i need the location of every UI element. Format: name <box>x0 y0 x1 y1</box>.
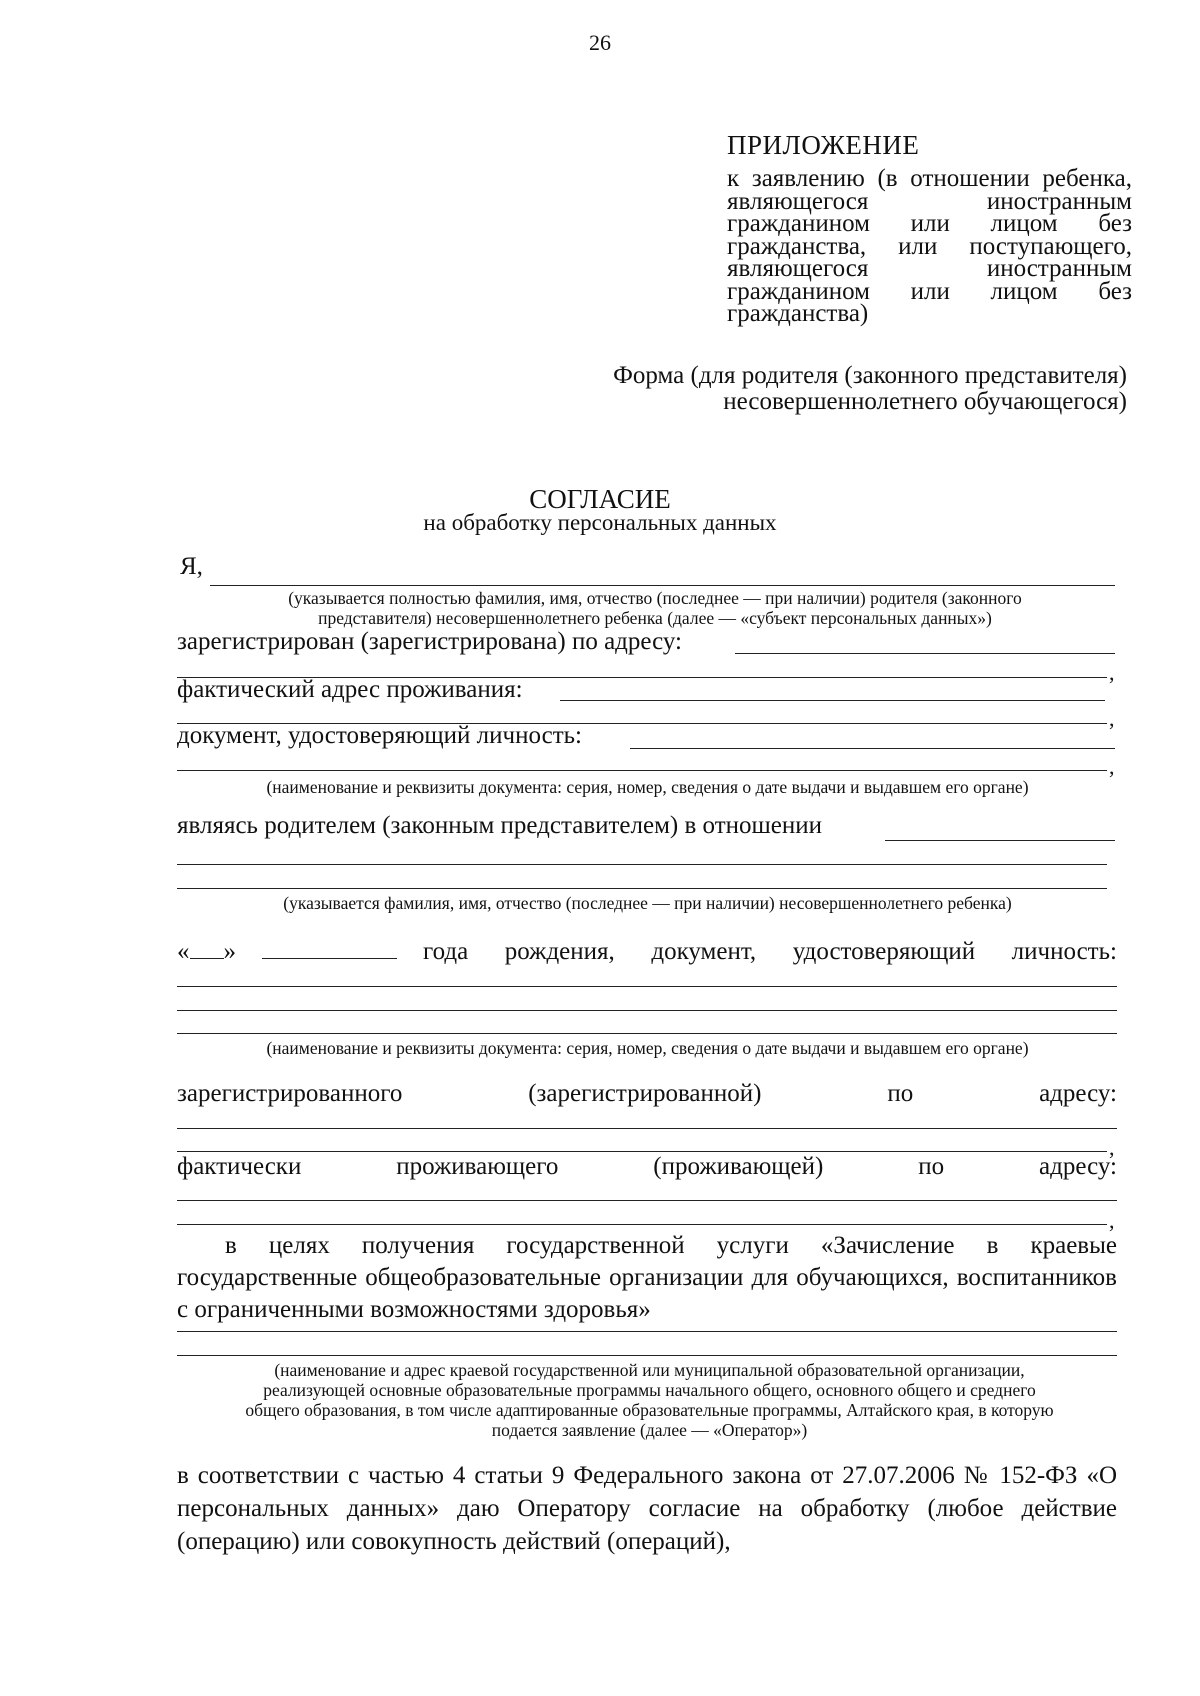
child-name-field[interactable] <box>885 840 1115 841</box>
child-name-field-2[interactable] <box>177 864 1107 865</box>
operator-hint: (наименование и адрес краевой государственной или муниципальной образовательной организации, реализующей основные образовательные программы начального общего, основного общего и среднего общего образования, в том числе адаптированные образовательные программы, Алтайского края, в которую подается заявление (далее — «Оператор») <box>245 1360 1054 1440</box>
child-actual-field[interactable] <box>177 1200 1117 1201</box>
child-document-field[interactable] <box>177 986 1117 987</box>
consent-text: в соответствии с частью 4 статьи 9 Федерального закона от 27.07.2006 № 152-ФЗ «О персональных данных» даю Оператору согласие на обработку (любое действие (операцию) или совокупность действий (операций), <box>177 1462 1117 1555</box>
child-registered-field[interactable] <box>177 1128 1117 1129</box>
child-name-hint: (указывается фамилия, имя, отчество (последнее — при наличии) несовершеннолетнего ребенка) <box>283 893 1012 913</box>
operator-field-2[interactable] <box>177 1355 1117 1356</box>
parent-name-field[interactable] <box>210 585 1115 586</box>
id-document-label: документ, удостоверяющий личность: <box>177 722 582 749</box>
form-note-line2: несовершеннолетнего обучающегося) <box>723 388 1127 415</box>
appendix-body: к заявлению (в отношении ребенка, являющегося иностранным гражданином или лицом без гражданства, или поступающего, являющегося иностранным гражданином или лицом без гражданства) <box>727 165 1132 327</box>
id-document-field[interactable] <box>630 748 1115 749</box>
ya-label: Я, <box>180 553 203 580</box>
parent-name-hint: (указывается полностью фамилия, имя, отчество (последнее — при наличии) родителя (законного представителя) несовершеннолетнего ребенка (далее — «субъект персональных данных») <box>288 588 1022 628</box>
registered-address-label: зарегистрирован (зарегистрирована) по адресу: <box>177 628 683 655</box>
birth-words: года рождения, документ, удостоверяющий личность: <box>423 938 1117 965</box>
birth-day-field[interactable] <box>190 936 224 959</box>
birth-month-field[interactable] <box>262 936 397 959</box>
actual-address-field[interactable] <box>560 700 1105 701</box>
close-quote: » <box>223 938 236 965</box>
document-title: СОГЛАСИЕ <box>529 484 671 514</box>
document-subtitle: на обработку персональных данных <box>423 510 777 535</box>
child-name-field-3[interactable] <box>177 888 1107 889</box>
child-registered-field-2[interactable] <box>177 1151 1107 1152</box>
comma: , <box>1109 1135 1115 1160</box>
id-document-hint: (наименование и реквизиты документа: серия, номер, сведения о дате выдачи и выдавшем его органе) <box>266 777 1029 797</box>
registered-address-field[interactable] <box>735 653 1115 654</box>
operator-field[interactable] <box>177 1331 1117 1332</box>
comma: , <box>1109 706 1115 731</box>
child-document-field-2[interactable] <box>177 1010 1117 1011</box>
form-note-line1: Форма (для родителя (законного представителя) <box>613 362 1127 389</box>
actual-address-label: фактический адрес проживания: <box>177 676 523 703</box>
open-quote: « <box>177 938 190 965</box>
comma: , <box>1109 754 1115 779</box>
child-document-field-3[interactable] <box>177 1033 1117 1034</box>
id-document-field-2[interactable] <box>177 770 1107 771</box>
child-actual-label: фактически проживающего (проживающей) по адресу: <box>177 1153 1117 1180</box>
child-registered-label: зарегистрированного (зарегистрированной) по адресу: <box>177 1080 1117 1107</box>
appendix-title: ПРИЛОЖЕНИЕ <box>727 130 920 160</box>
form-note <box>520 363 1127 415</box>
child-document-hint: (наименование и реквизиты документа: серия, номер, сведения о дате выдачи и выдавшем его органе) <box>266 1038 1029 1058</box>
child-actual-field-2[interactable] <box>177 1224 1107 1225</box>
page-number: 26 <box>589 30 611 55</box>
purpose-text: в целях получения государственной услуги «Зачисление в краевые государственные общеобразовательные организации для обучающихся, воспитанников с ограниченными возможностями здоровья» <box>177 1232 1117 1323</box>
being-parent-label: являясь родителем (законным представителем) в отношении <box>177 812 823 839</box>
comma: , <box>1109 1208 1115 1233</box>
comma: , <box>1109 660 1115 685</box>
birth-date-row <box>177 936 1117 966</box>
